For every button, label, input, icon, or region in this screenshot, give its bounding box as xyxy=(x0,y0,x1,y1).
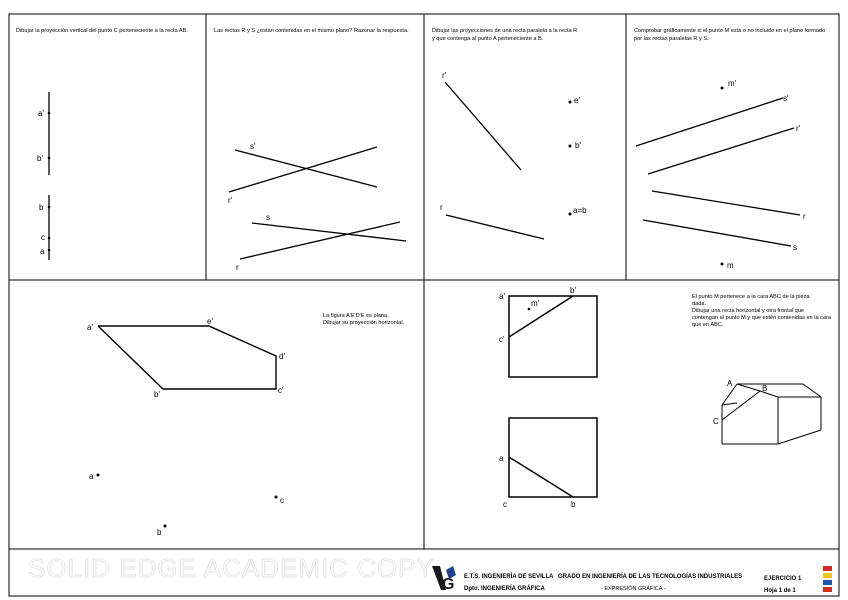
point-b xyxy=(48,206,51,209)
point-a xyxy=(97,474,100,477)
label-m-prime: m' xyxy=(531,299,540,308)
label-r-prime: r' xyxy=(228,196,233,205)
line-r xyxy=(240,222,400,259)
label-m-prime: m' xyxy=(728,79,737,88)
line-r xyxy=(446,215,544,239)
point-m-prime xyxy=(721,87,724,90)
exercise-2-statement: Las rectas R y S ¿están contenidas en el mismo plano? Razonar la respuesta. xyxy=(214,28,409,34)
label-s-prime: s' xyxy=(783,94,789,103)
label-solid-a: A xyxy=(727,379,733,388)
line-s xyxy=(643,220,791,246)
point-c xyxy=(48,237,51,240)
label-b-prime: b' xyxy=(570,286,576,295)
label-a: a xyxy=(40,247,45,256)
exercise-6 xyxy=(499,286,832,509)
label-m: m xyxy=(727,261,734,270)
exercise-6-statement-line-4: contengan al punto M y que estén contenidas en la cara xyxy=(692,315,832,321)
exercise-6-statement-line-3: Dibujar una recta horizontal y otra frontal que xyxy=(692,308,804,314)
label-a: a xyxy=(89,472,94,481)
exercise-5-statement-line-2: Dibujar su proyección horizontal. xyxy=(323,320,405,326)
subject-name: - EXPRESIÓN GRÁFICA - xyxy=(601,586,666,592)
label-c-prime: c' xyxy=(499,335,505,344)
point-b-prime xyxy=(48,157,51,160)
degree-name: GRADO EN INGENIERÍA DE LAS TECNOLOGÍAS INDUSTRIALES xyxy=(558,574,743,580)
label-s: s xyxy=(266,213,270,222)
point-m-prime xyxy=(528,308,531,311)
exercise-6-statement-line-2: dada. xyxy=(692,301,706,307)
label-s: s xyxy=(793,243,797,252)
exercise-1-statement: Dibujar la proyección vertical del punto C perteneciente a la recta AB. xyxy=(16,28,188,34)
point-a-prime xyxy=(48,112,51,115)
label-c: c xyxy=(503,500,507,509)
label-c-prime: c' xyxy=(278,386,284,395)
point-c xyxy=(275,496,278,499)
label-a-prime: a' xyxy=(499,292,505,301)
watermark: SOLID EDGE ACADEMIC COPY xyxy=(28,553,435,583)
label-b-prime: b' xyxy=(37,154,43,163)
point-m xyxy=(721,263,724,266)
point-a-b xyxy=(569,213,572,216)
label-e-prime: e' xyxy=(207,317,213,326)
title-block xyxy=(432,566,832,594)
point-e-prime xyxy=(569,101,572,104)
face-edge-horizontal xyxy=(509,457,573,497)
point-b-prime xyxy=(569,145,572,148)
exercise-3-statement-line-1: Dibujar las proyecciones de una recta paralela a la recta R xyxy=(432,28,578,34)
label-a-prime: a' xyxy=(38,109,44,118)
exercise-2 xyxy=(214,28,409,272)
school-logo xyxy=(432,566,456,593)
exercise-6-statement-line-1: El punto M pertenece a la cara ABC de la pieza xyxy=(692,294,810,300)
label-solid-c: C xyxy=(713,417,719,426)
label-r: r xyxy=(440,203,443,212)
label-r: r xyxy=(236,263,239,272)
label-a-equals-b: a=b xyxy=(573,206,587,215)
university-logo xyxy=(823,566,832,592)
school-name: E.T.S. INGENIERÍA DE SEVILLA xyxy=(464,574,554,580)
label-r: r xyxy=(803,212,806,221)
exercise-4-statement-line-2: por las rectas paralelas R y S. xyxy=(634,36,709,42)
label-a-prime: a' xyxy=(87,323,93,332)
svg-text:G: G xyxy=(442,576,455,593)
label-r-prime: r' xyxy=(796,124,801,133)
exercise-5 xyxy=(87,313,405,537)
exercise-number: EJERCICIO 1 xyxy=(764,576,802,582)
label-b: b xyxy=(571,500,576,509)
label-a: a xyxy=(499,454,504,463)
figure-vertical-projection xyxy=(98,326,276,389)
exercise-6-statement-line-5: que en ABC. xyxy=(692,322,724,328)
sheet-number: Hoja 1 de 1 xyxy=(764,588,796,594)
point-b xyxy=(164,525,167,528)
label-b-prime: b' xyxy=(154,390,160,399)
label-e-prime: e' xyxy=(574,96,580,105)
exercise-5-statement-line-1: La figura A'E'D'E es plana. xyxy=(323,313,389,319)
exercise-4-statement-line-1: Comprobar gráficamente si el punto M está o no incluido en el plano formado xyxy=(634,28,826,34)
exercise-4 xyxy=(634,28,825,270)
isometric-solid xyxy=(722,384,821,444)
label-solid-b: B xyxy=(762,384,768,393)
point-a xyxy=(48,249,51,252)
exercise-3 xyxy=(432,28,587,239)
label-s-prime: s' xyxy=(250,142,256,151)
line-r-prime xyxy=(445,82,521,170)
face-edge-vertical xyxy=(509,296,573,337)
label-d-prime: d' xyxy=(279,352,285,361)
label-c: c xyxy=(41,233,45,242)
exercise-1 xyxy=(16,28,188,260)
label-b-prime: b' xyxy=(575,141,581,150)
department-name: Dpto. INGENIERÍA GRÁFICA xyxy=(464,586,545,592)
label-b: b xyxy=(157,528,162,537)
label-b: b xyxy=(39,203,44,212)
label-r-prime: r' xyxy=(442,71,447,80)
label-c: c xyxy=(280,496,284,505)
line-r xyxy=(652,191,800,215)
exercise-3-statement-line-2: y que contenga al punto A perteneciente a B. xyxy=(432,36,544,42)
